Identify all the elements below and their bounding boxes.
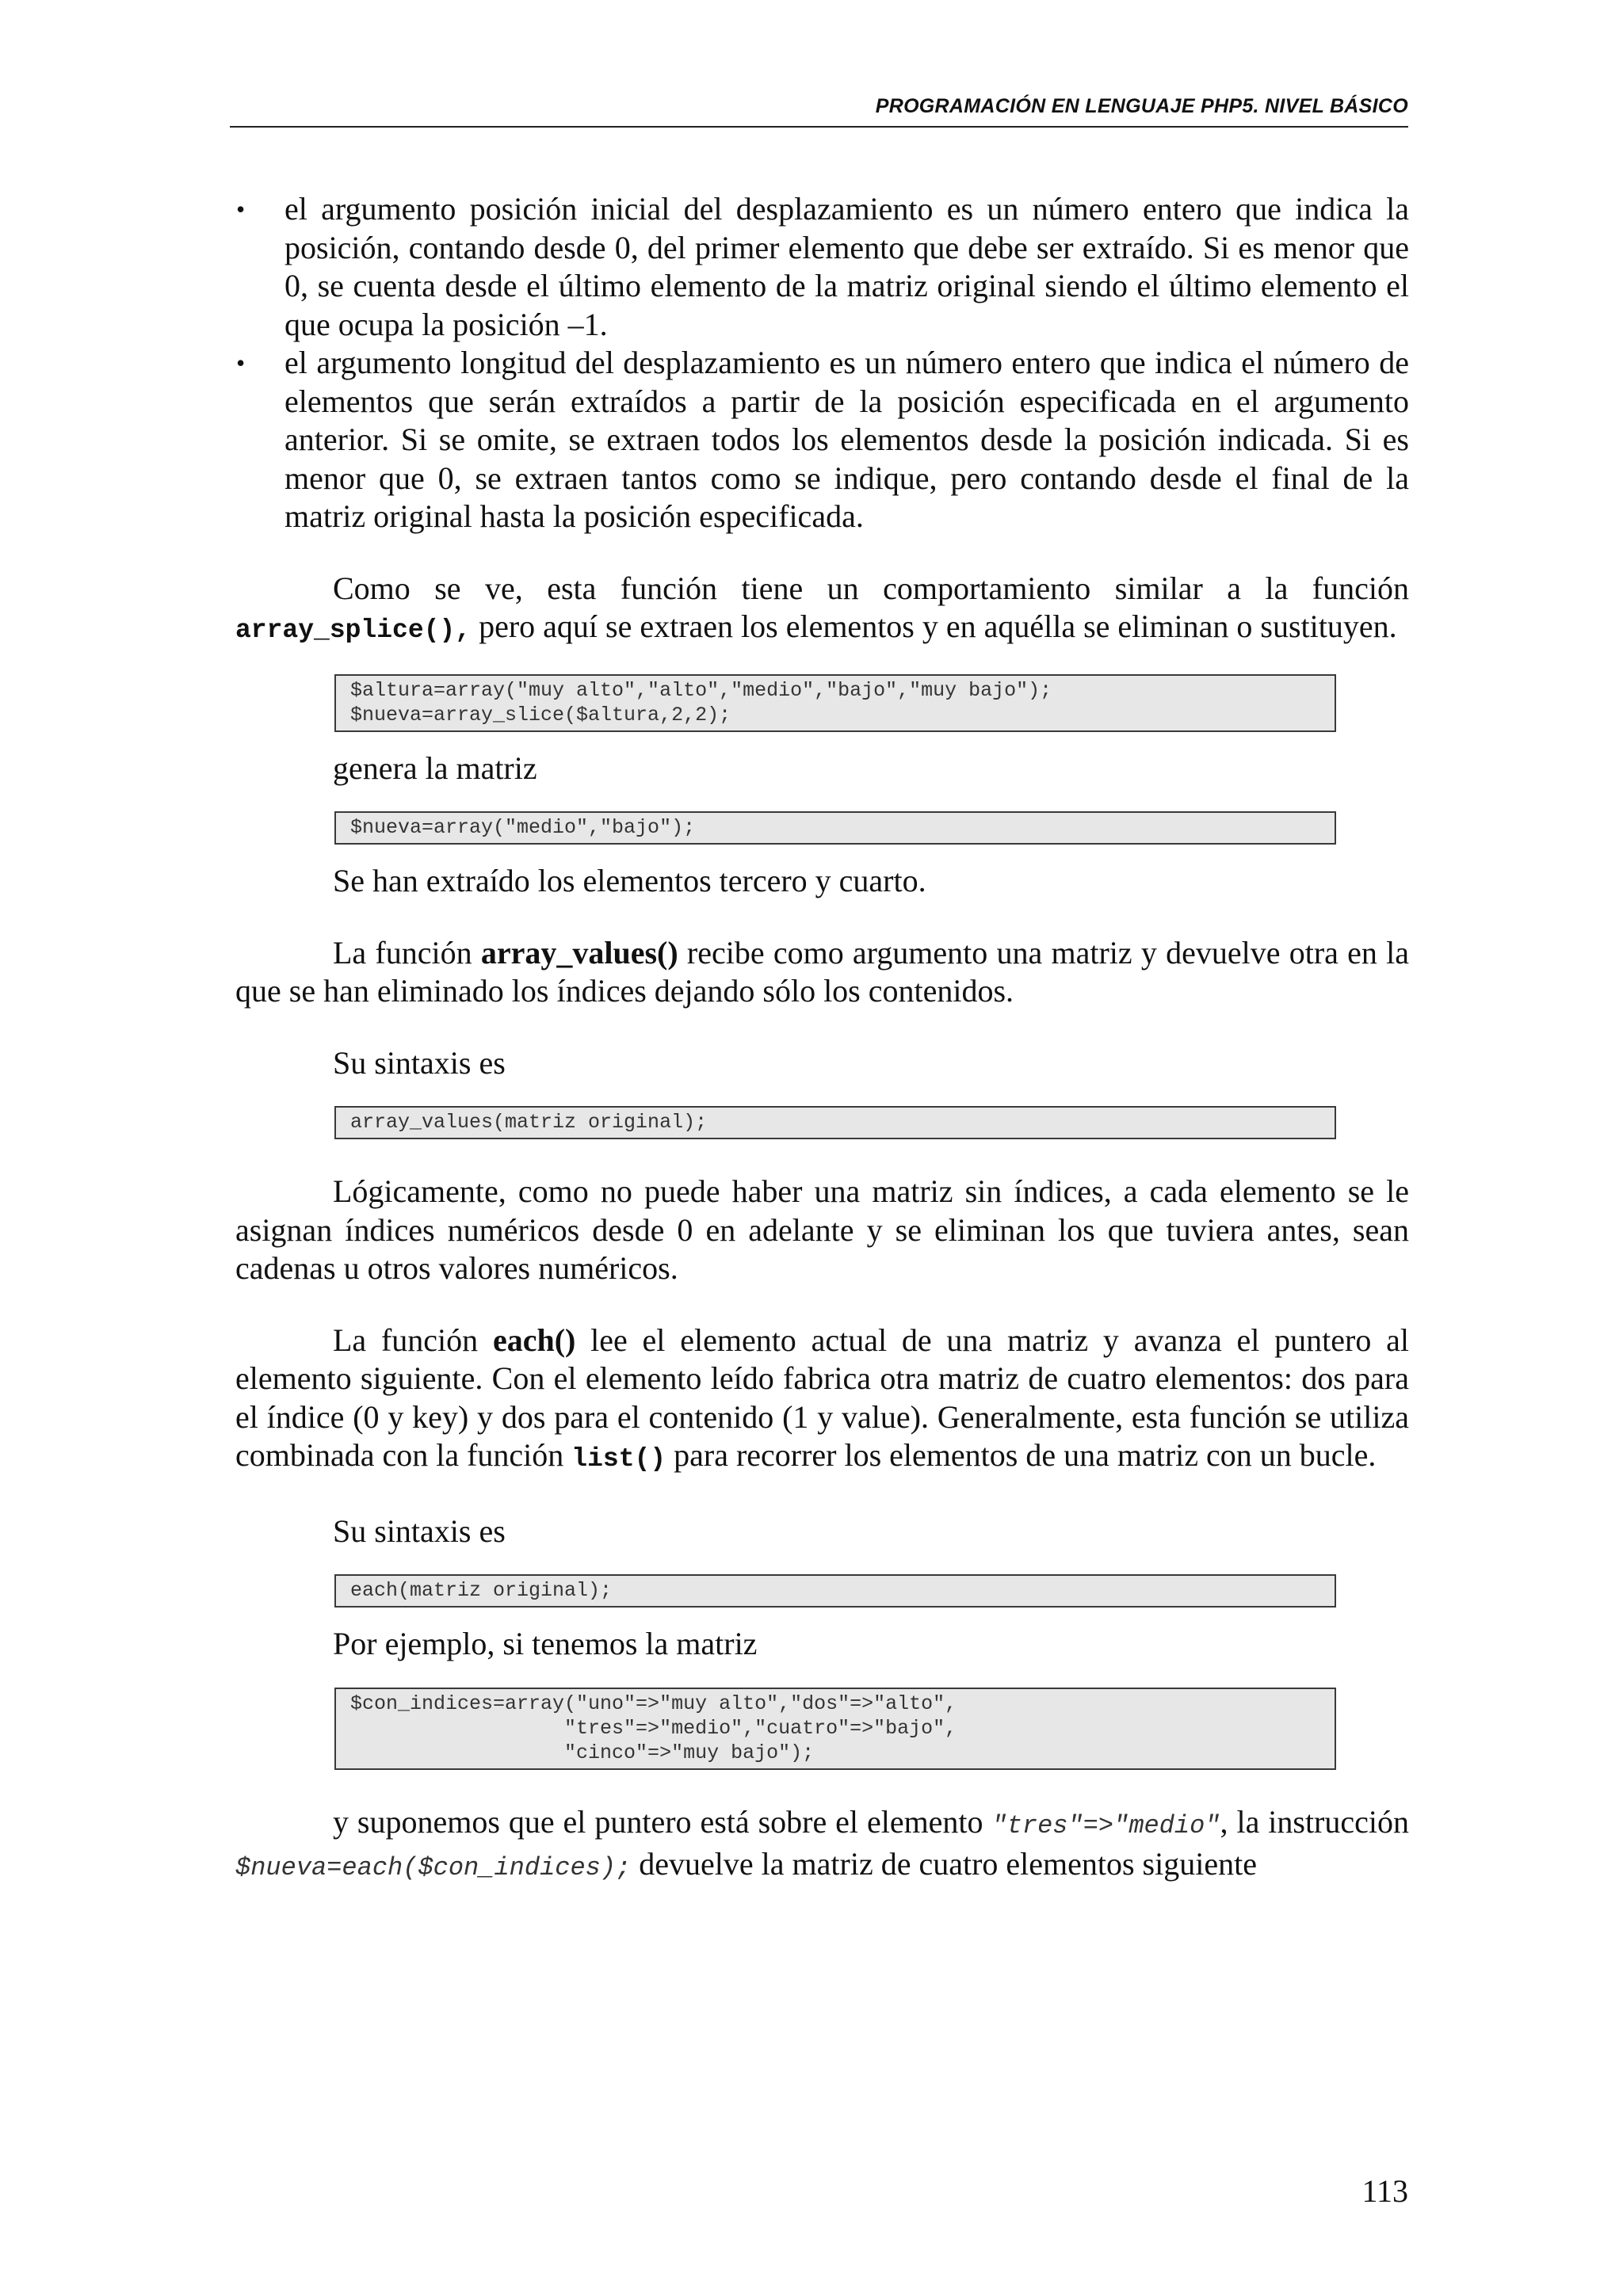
function-name-array-values: array_values() bbox=[480, 934, 678, 971]
text-fragment: La función bbox=[333, 1322, 493, 1358]
paragraph-logic: Lógicamente, como no puede haber una matriz sin índices, a cada elemento se le asignan índices numéricos desde 0 en adelante y se eliminan los que tuviera antes, sean cadenas u otros valores numéricos. bbox=[235, 1173, 1409, 1286]
paragraph-array-values bbox=[235, 934, 1409, 1011]
inline-code-element: "tres"=>"medio" bbox=[991, 1810, 1220, 1840]
text-fragment: , la instrucción bbox=[1220, 1803, 1409, 1840]
bullet-item-initial-position: • el argumento posición inicial del desplazamiento es un número entero que indica la posición, contando desde 0, del primer elemento que debe ser extraído. Si es menor que 0, se cuenta desde el último elemento de la matriz original siendo el último elemento el que ocupa la posición –1. bbox=[235, 190, 1409, 344]
text-fragment: y suponemos que el puntero está sobre el elemento bbox=[333, 1803, 992, 1840]
page-body bbox=[235, 190, 1409, 1888]
text-fragment: devuelve la matriz de cuatro elementos siguiente bbox=[631, 1846, 1257, 1882]
inline-code-instruction: $nueva=each($con_indices); bbox=[235, 1853, 632, 1882]
running-header: PROGRAMACIÓN EN LENGUAJE PHP5. NIVEL BÁSICO bbox=[875, 95, 1408, 117]
header-rule bbox=[230, 126, 1408, 128]
bullet-item-length: • el argumento longitud del desplazamiento es un número entero que indica el número de elementos que serán extraídos a partir de la posición especificada en el argumento anterior. Si se omite, se extraen todos los elementos desde la posición indicada. Si es menor que 0, se extraen tantos como se indique, pero contando desde el final de la matriz original hasta la posición especificada. bbox=[235, 344, 1409, 536]
page-number: 113 bbox=[1361, 2173, 1408, 2209]
paragraph-each bbox=[235, 1322, 1409, 1479]
text-fragment: Como se ve, esta función tiene un comportamiento similar a la función bbox=[333, 570, 1409, 606]
text-fragment: pero aquí se extraen los elementos y en aquélla se eliminan o sustituyen. bbox=[471, 608, 1397, 644]
text-syntax-label: Su sintaxis es bbox=[333, 1512, 506, 1549]
text-fragment: lee el elemento actual de una matriz y avanza el puntero al elemento siguiente. Con el elemento leído fabrica otra matriz de cuatro elementos: dos para el índice (0 y key) y dos para el contenido (1 y value). Generalmente, esta función se utiliza combinada con la función bbox=[235, 1322, 1409, 1473]
code-block-array-values-syntax: array_values(matriz original); bbox=[334, 1106, 1336, 1139]
inline-code-array-splice: array_splice(), bbox=[235, 616, 472, 645]
text-fragment: para recorrer los elementos de una matriz con un bucle. bbox=[666, 1437, 1377, 1473]
paragraph-each-example bbox=[235, 1803, 1409, 1888]
code-block-con-indices: $con_indices=array("uno"=>"muy alto","dos"=>"alto", "tres"=>"medio","cuatro"=>"bajo", "cinco"=>"muy bajo"); bbox=[334, 1688, 1336, 1770]
function-name-each: each() bbox=[492, 1322, 576, 1358]
text-syntax-label: Su sintaxis es bbox=[333, 1044, 506, 1081]
bullet-list bbox=[235, 190, 1409, 536]
paragraph-splice-comparison bbox=[235, 570, 1409, 650]
text-generates-matrix: genera la matriz bbox=[333, 749, 537, 786]
text-example-intro: Por ejemplo, si tenemos la matriz bbox=[333, 1626, 758, 1661]
text-fragment: La función bbox=[333, 934, 481, 971]
code-block-each-syntax: each(matriz original); bbox=[334, 1574, 1336, 1608]
inline-code-list: list() bbox=[571, 1444, 666, 1474]
code-block-array-slice: $altura=array("muy alto","alto","medio","bajo","muy bajo"); $nueva=array_slice($altura,2,2); bbox=[334, 674, 1336, 732]
text-extracted-elements: Se han extraído los elementos tercero y cuarto. bbox=[333, 863, 926, 898]
text-fragment: recibe como argumento una matriz y devuelve otra en la que se han eliminado los índices dejando sólo los contenidos. bbox=[235, 934, 1410, 1009]
code-block-result: $nueva=array("medio","bajo"); bbox=[334, 811, 1336, 845]
